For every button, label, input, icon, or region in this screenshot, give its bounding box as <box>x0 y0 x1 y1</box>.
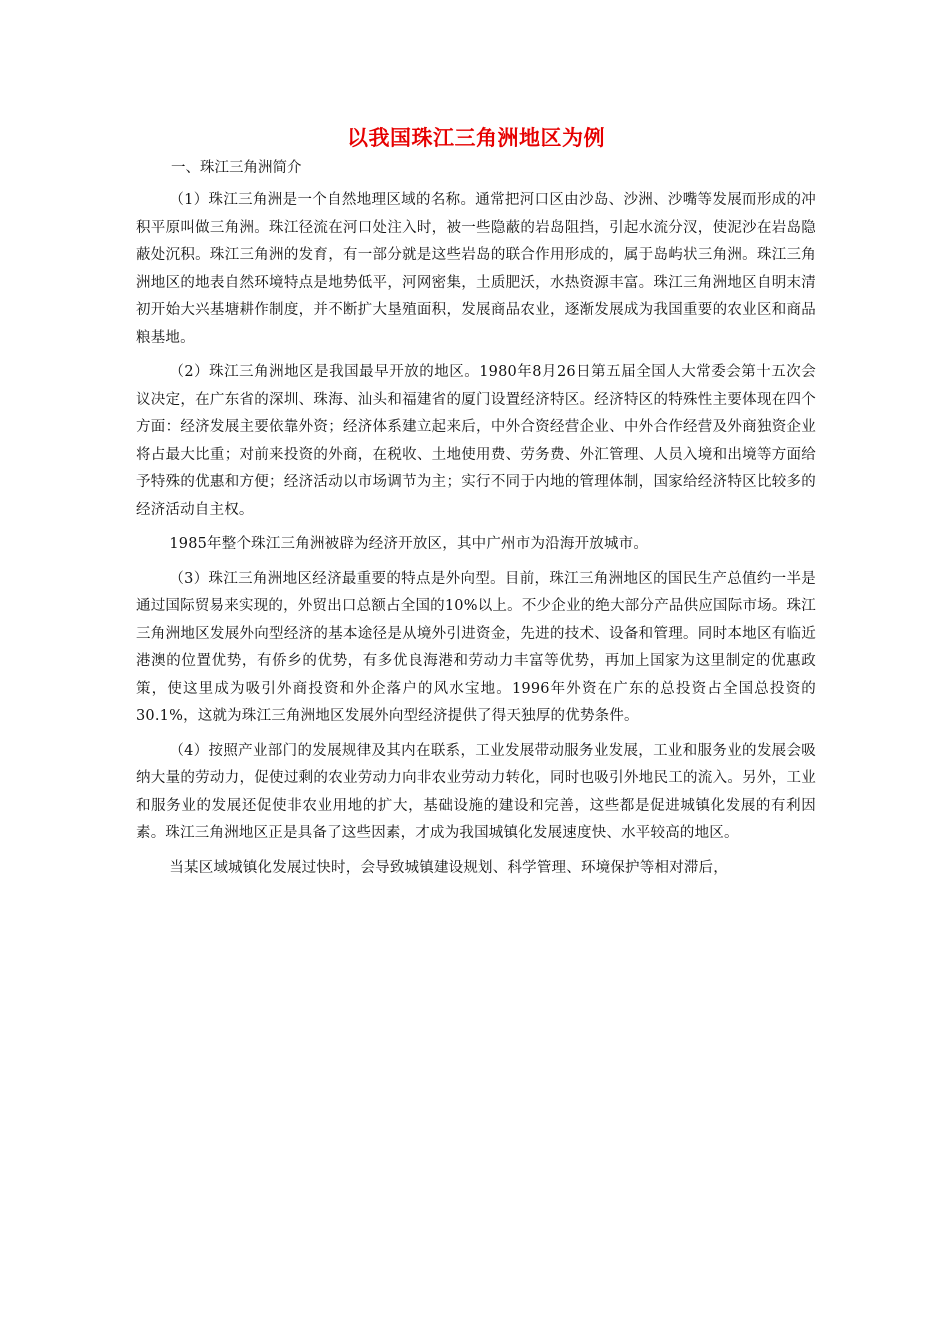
paragraph-5: （4）按照产业部门的发展规律及其内在联系，工业发展带动服务业发展，工业和服务业的发展会吸纳大量的劳动力，促使过剩的农业劳动力向非农业劳动力转化，同时也吸引外地民工的流入。另外，工业和服务业的发展还促使非农业用地的扩大，基础设施的建设和完善，这些都是促进城镇化发展的有利因素。珠江三角洲地区正是具备了这些因素，才成为我国城镇化发展速度快、水平较高的地区。 <box>136 742 816 841</box>
document-page <box>136 120 816 889</box>
section-heading: 一、珠江三角洲简介 <box>171 160 302 176</box>
paragraph-3: 1985年整个珠江三角洲被辟为经济开放区，其中广州市为沿海开放城市。 <box>169 536 649 552</box>
paragraph-1: （1）珠江三角洲是一个自然地理区域的名称。通常把河口区由沙岛、沙洲、沙嘴等发展而形成的冲积平原叫做三角洲。珠江径流在河口处注入时，被一些隐蔽的岩岛阻挡，引起水流分汊，使泥沙在岩岛隐蔽处沉积。珠江三角洲的发育，有一部分就是这些岩岛的联合作用形成的，属于岛屿状三角洲。珠江三角洲地区的地表自然环境特点是地势低平，河网密集，土质肥沃，水热资源丰富。珠江三角洲地区自明末清初开始大兴基塘耕作制度，并不断扩大垦殖面积，发展商品农业，逐渐发展成为我国重要的农业区和商品粮基地。 <box>136 192 816 346</box>
paragraph-2: （2）珠江三角洲地区是我国最早开放的地区。1980年8月26日第五届全国人大常委会第十五次会议决定，在广东省的深圳、珠海、汕头和福建省的厦门设置经济特区。经济特区的特殊性主要体现在四个方面：经济发展主要依靠外资；经济体系建立起来后，中外合资经营企业、中外合作经营及外商独资企业将占最大比重；对前来投资的外商，在税收、土地使用费、劳务费、外汇管理、人员入境和出境等方面给予特殊的优惠和方便；经济活动以市场调节为主；实行不同于内地的管理体制，国家给经济特区比较多的经济活动自主权。 <box>136 364 816 518</box>
document-title: 以我国珠江三角洲地区为例 <box>347 125 605 150</box>
paragraph-4: （3）珠江三角洲地区经济最重要的特点是外向型。目前，珠江三角洲地区的国民生产总值约一半是通过国际贸易来实现的，外贸出口总额占全国的10%以上。不少企业的绝大部分产品供应国际市场。珠江三角洲地区发展外向型经济的基本途径是从境外引进资金，先进的技术、设备和管理。同时本地区有临近港澳的位置优势，有侨乡的优势，有多优良海港和劳动力丰富等优势，再加上国家为这里制定的优惠政策，使这里成为吸引外商投资和外企落户的风水宝地。1996年外资在广东的总投资占全国总投资的30.1%，这就为珠江三角洲地区发展外向型经济提供了得天独厚的优势条件。 <box>136 570 816 724</box>
paragraph-6: 当某区域城镇化发展过快时，会导致城镇建设规划、科学管理、环境保护等相对滞后， <box>169 859 728 876</box>
